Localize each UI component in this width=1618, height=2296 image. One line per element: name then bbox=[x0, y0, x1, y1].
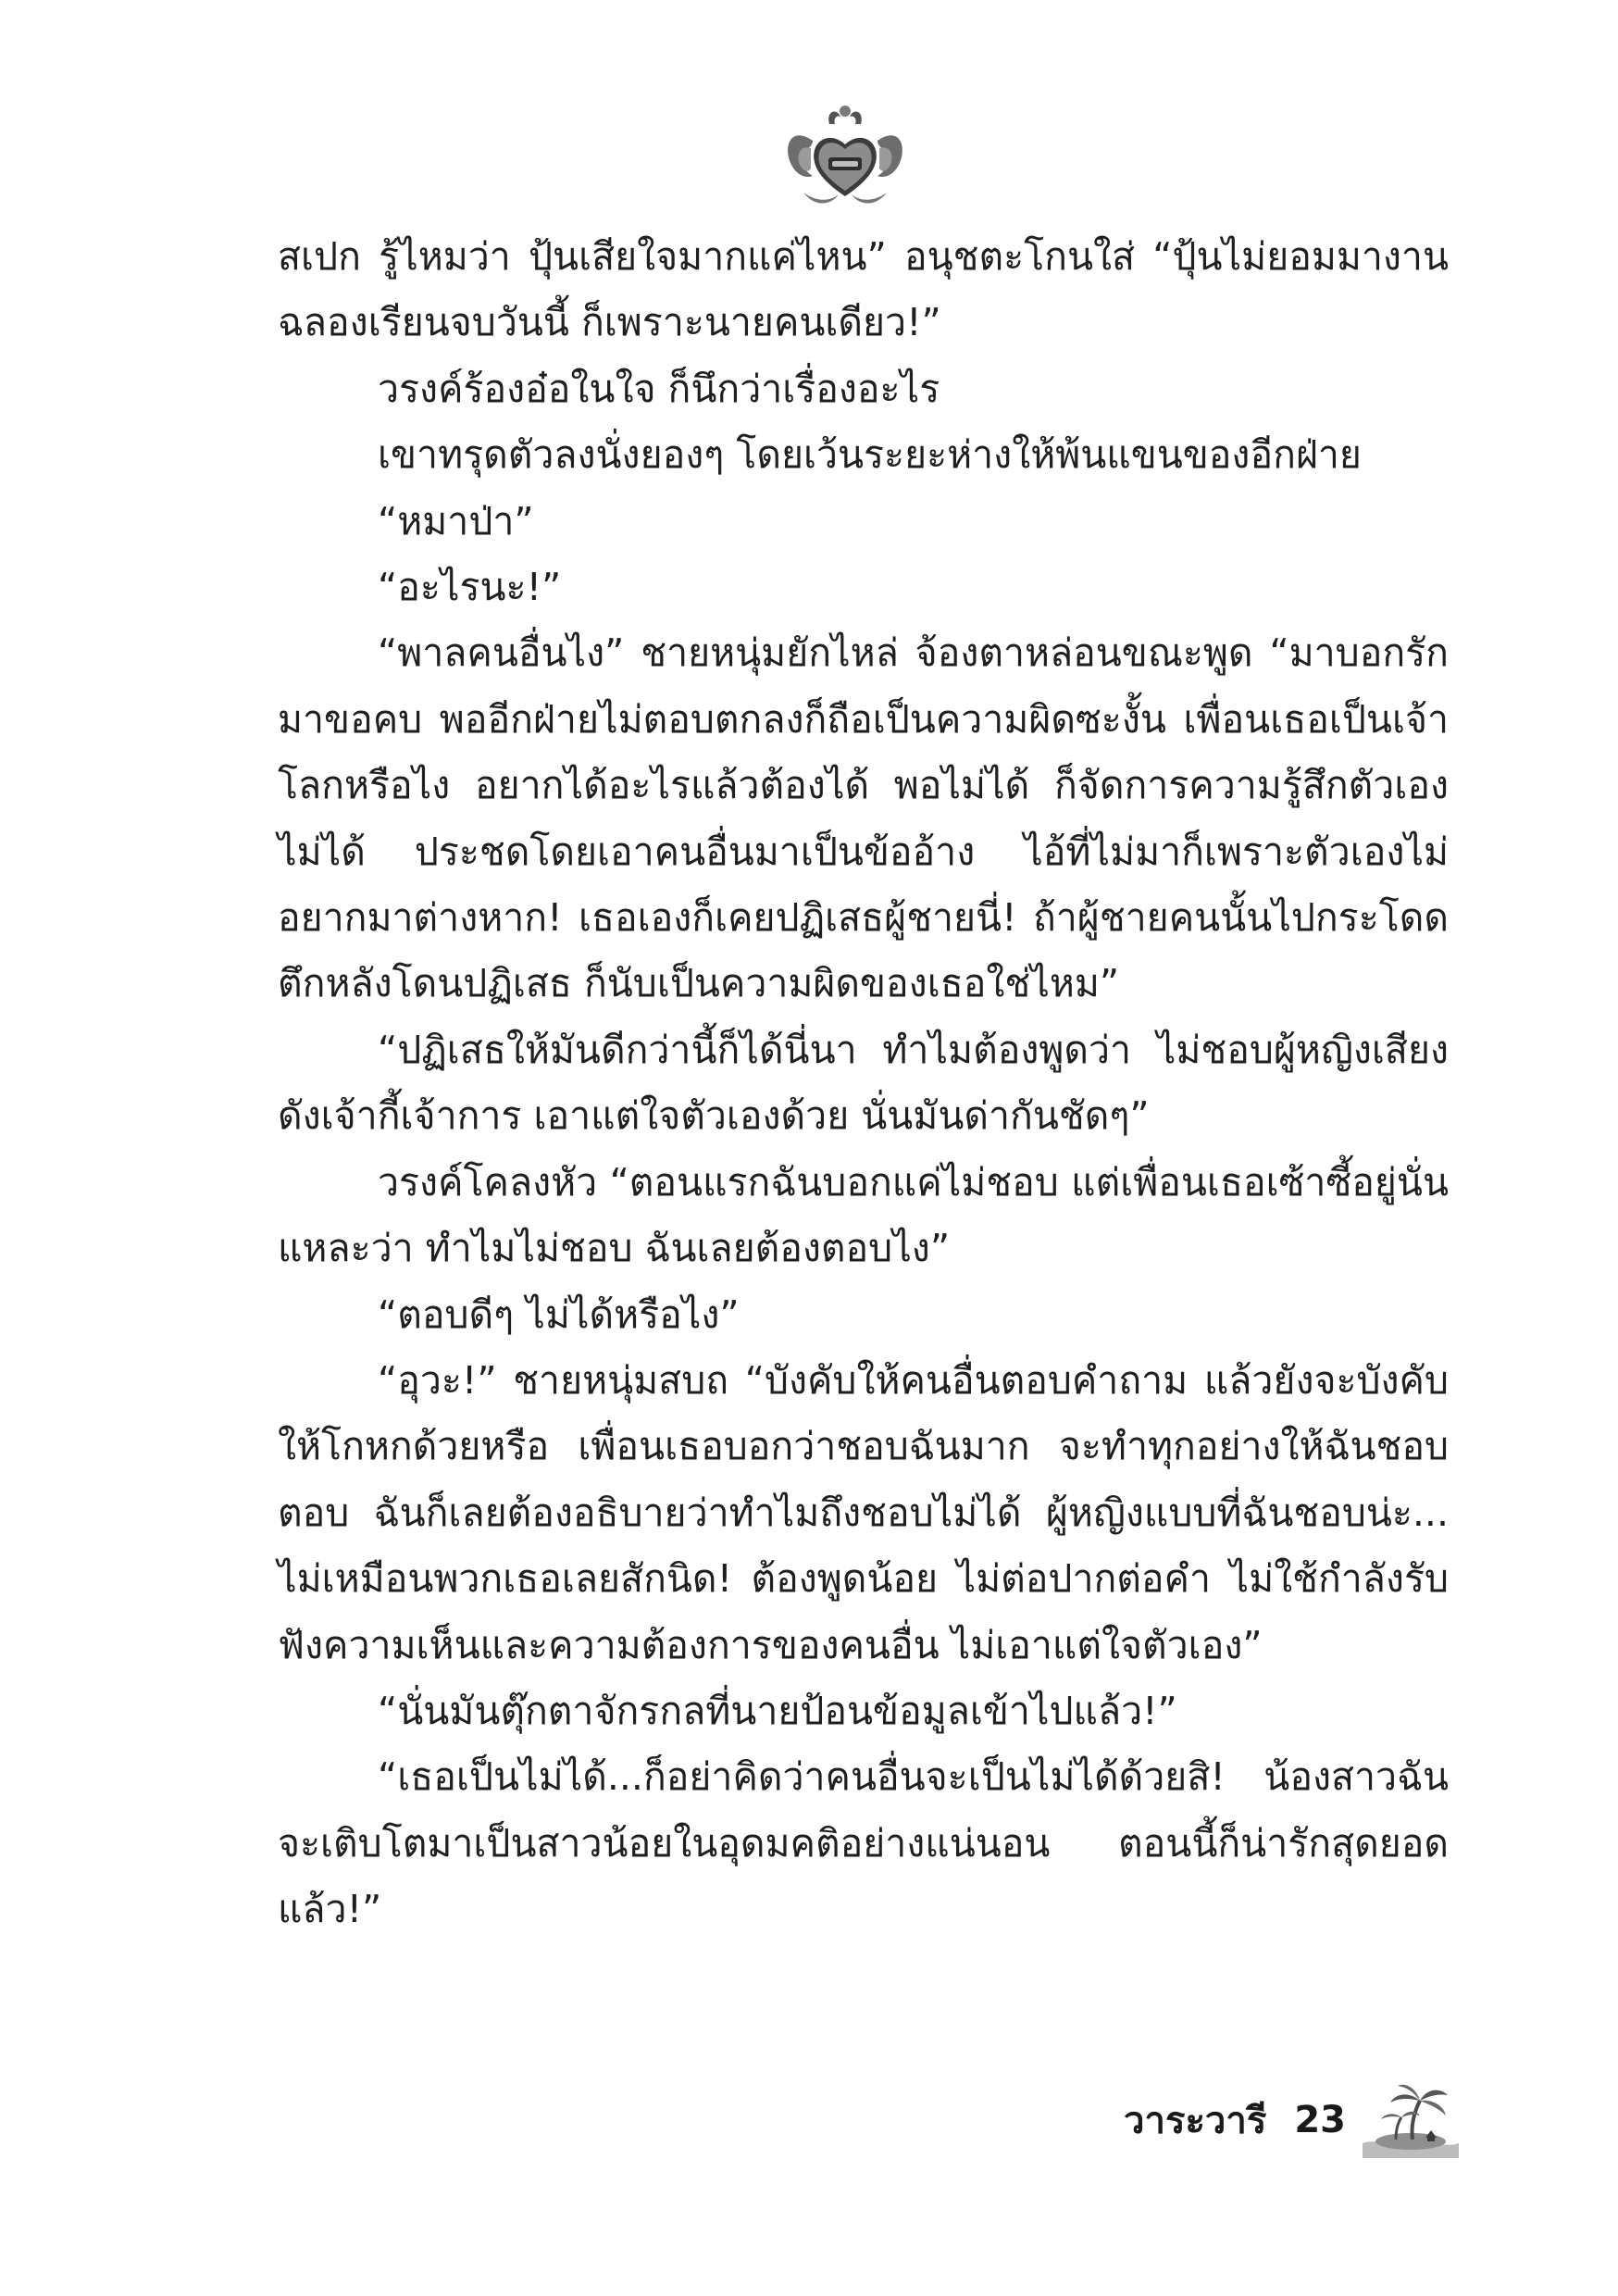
island-palm-icon bbox=[1359, 2078, 1462, 2162]
paragraph: วรงค์โคลงหัว “ตอนแรกฉันบอกแค่ไม่ชอบ แต่เพื่อนเธอเซ้าซี้อยู่นั่นแหละว่า ทำไมไม่ชอบ ฉันเลยต้องตอบไง” bbox=[278, 1159, 1449, 1271]
paragraph: “หมาป่า” bbox=[378, 498, 534, 543]
paragraph: “ตอบดีๆ ไม่ได้หรือไง” bbox=[378, 1292, 740, 1337]
body-text bbox=[278, 224, 1449, 1943]
paragraph: “ปฏิเสธให้มันดีกว่านี้ก็ได้นี่นา ทำไมต้องพูดว่า ไม่ชอบผู้หญิงเสียงดังเจ้ากี้เจ้าการ เอาแต่ใจตัวเองด้วย นั่นมันด่ากันชัดๆ” bbox=[278, 1027, 1449, 1139]
page-number: 23 bbox=[1294, 2099, 1346, 2141]
paragraph: “อะไรนะ!” bbox=[378, 565, 562, 610]
paragraph: “เธอเป็นไม่ได้...ก็อย่าคิดว่าคนอื่นจะเป็นไม่ได้ด้วยสิ! น้องสาวฉันจะเติบโตมาเป็นสาวน้อยในอุดมคติอย่างแน่นอน ตอนนี้ก็น่ารักสุดยอดแล้ว!” bbox=[278, 1754, 1449, 1932]
paragraph: “พาลคนอื่นไง” ชายหนุ่มยักไหล่ จ้องตาหล่อนขณะพูด “มาบอกรัก มาขอคบ พออีกฝ่ายไม่ตอบตกลงก็ถือเป็นความผิดซะงั้น เพื่อนเธอเป็นเจ้าโลกหรือไง อยากได้อะไรแล้วต้องได้ พอไม่ได้ ก็จัดการความรู้สึกตัวเองไม่ได้ ประชดโดยเอาคนอื่นมาเป็นข้ออ้าง ไอ้ที่ไม่มาก็เพราะตัวเองไม่อยากมาต่างหาก! เธอเองก็เคยปฏิเสธผู้ชายนี่! ถ้าผู้ชายคนนั้นไปกระโดดตึกหลังโดนปฏิเสธ ก็นับเป็นความผิดของเธอใช่ไหม” bbox=[278, 630, 1449, 1006]
paragraph: วรงค์ร้องอ๋อในใจ ก็นึกว่าเรื่องอะไร bbox=[378, 366, 940, 411]
book-title: วาระวารี bbox=[1124, 2100, 1267, 2142]
paragraph: สเปก รู้ไหมว่า ปุ้นเสียใจมากแค่ไหน” อนุชตะโกนใส่ “ปุ้นไม่ยอมมางานฉลองเรียนจบวันนี้ ก็เพราะนายคนเดียว!” bbox=[278, 234, 1449, 345]
page-footer bbox=[1124, 2078, 1462, 2162]
winged-emblem-icon bbox=[776, 83, 915, 222]
paragraph: เขาทรุดตัวลงนั่งยองๆ โดยเว้นระยะห่างให้พ้นแขนของอีกฝ่าย bbox=[378, 432, 1362, 478]
paragraph: “อุวะ!” ชายหนุ่มสบถ “บังคับให้คนอื่นตอบคำถาม แล้วยังจะบังคับให้โกหกด้วยหรือ เพื่อนเธอบอกว่าชอบฉันมาก จะทำทุกอย่างให้ฉันชอบตอบ ฉันก็เลยต้องอธิบายว่าทำไมถึงชอบไม่ได้ ผู้หญิงแบบที่ฉันชอบน่ะ... ไม่เหมือนพวกเธอเลยสักนิด! ต้องพูดน้อย ไม่ต่อปากต่อคำ ไม่ใช้กำลังรับฟังความเห็นและความต้องการของคนอื่น ไม่เอาแต่ใจตัวเอง” bbox=[278, 1357, 1449, 1667]
paragraph: “นั่นมันตุ๊กตาจักรกลที่นายป้อนข้อมูลเข้าไปแล้ว!” bbox=[378, 1688, 1177, 1733]
